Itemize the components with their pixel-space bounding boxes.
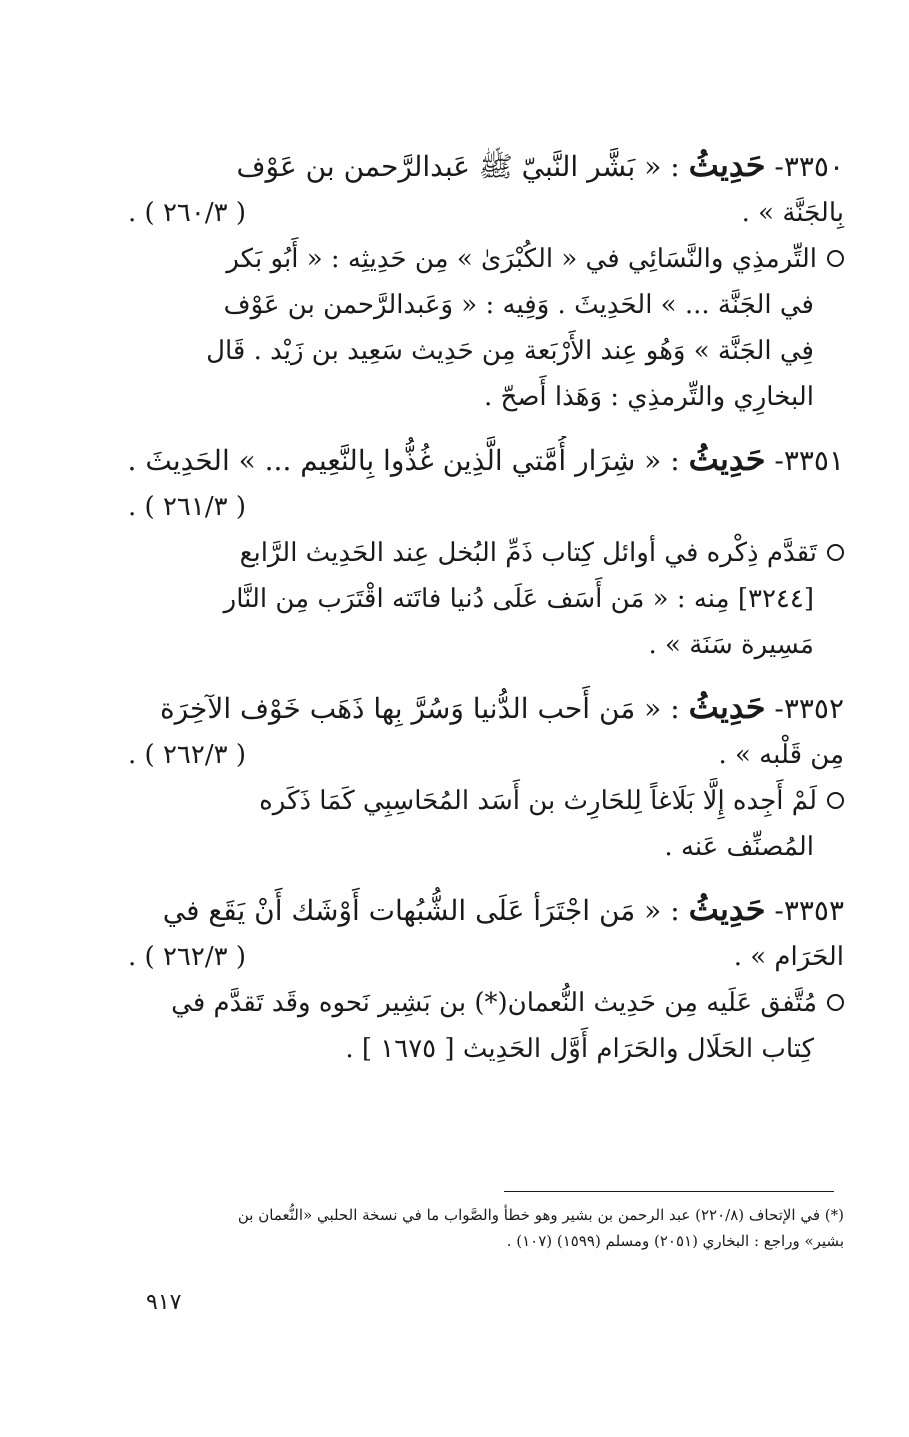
comment-line: [٣٢٤٤] مِنه : « مَن أَسَف عَلَى دُنيا فاتَته اقْتَرَب مِن النَّار <box>223 584 814 614</box>
entry-3351 <box>128 436 844 668</box>
entry-comment <box>128 236 844 420</box>
comment-line: تَقدَّم ذِكْره في أوائل كِتاب ذَمِّ البُخل عِند الحَدِيث الرَّابع <box>239 538 817 568</box>
entry-heading <box>128 684 844 732</box>
entry-3350 <box>128 142 844 420</box>
page-number: ٩١٧ <box>146 1290 182 1315</box>
entry-comment <box>128 778 844 870</box>
entry-reference: ( ٢٦١/٣ ) . <box>128 492 246 522</box>
entry-reference: ( ٢٦٢/٣ ) . <box>128 740 246 770</box>
entry-keyword: حَدِيثُ <box>688 890 766 928</box>
entry-comment <box>128 530 844 668</box>
comment-line: مَسِيرة سَنَة » . <box>648 630 814 660</box>
circle-bullet-icon <box>827 792 844 809</box>
entry-ref-line <box>128 190 844 236</box>
circle-bullet-icon <box>827 544 844 561</box>
entry-text: : « مَن أَحب الدُّنيا وَسُرَّ بِها ذَهَب خَوْف الآخِرَة <box>159 692 680 725</box>
entry-keyword: حَدِيثُ <box>688 440 766 478</box>
entry-number: ٣٣٥٠- <box>774 150 844 183</box>
circle-bullet-icon <box>827 994 844 1011</box>
entry-3353 <box>128 886 844 1072</box>
entry-reference: ( ٢٦٢/٣ ) . <box>128 942 246 972</box>
footnote-line: (*) في الإتحاف (٢٢٠/٨) عبد الرحمن بن بشير وهو خطأ والصَّواب ما في نسخة الحلبي «النُّعمان بن <box>237 1206 844 1224</box>
entry-ref-line <box>128 732 844 778</box>
comment-line: المُصنِّف عَنه . <box>664 832 814 862</box>
footnote-line: بشير» وراجع : البخاري (٢٠٥١) ومسلم (١٥٩٩) (١٠٧) . <box>506 1232 844 1250</box>
entry-text-continued: الحَرَام » . <box>733 942 844 972</box>
entry-number: ٣٣٥٣- <box>774 894 844 927</box>
entry-text-continued: بِالجَنَّة » . <box>741 198 844 228</box>
entry-keyword: حَدِيثُ <box>688 688 766 726</box>
entry-heading <box>128 436 844 484</box>
comment-line: لَمْ أَجِده إِلَّا بَلَاغاً لِلحَارِث بن أَسَد المُحَاسِبِي كَمَا ذَكَره <box>259 786 817 816</box>
entry-text: : « مَن اجْتَرَأ عَلَى الشُّبُهات أَوْشَك أَنْ يَقَع في <box>162 894 680 927</box>
entry-number: ٣٣٥٢- <box>774 692 844 725</box>
entry-text-continued: مِن قَلْبه » . <box>718 740 844 770</box>
entry-text: : « شِرَار أُمَّتي الَّذِين غُذُّوا بِالنَّعِيم ... » الحَدِيثَ . <box>128 444 680 477</box>
entry-3352 <box>128 684 844 870</box>
comment-line: التِّرمذِي والنَّسَائِي في « الكُبْرَىٰ » مِن حَدِيثِه : « أَبُو بَكر <box>226 244 817 274</box>
comment-line: فِي الجَنَّة » وَهُو عِند الأَرْبَعة مِن حَدِيث سَعِيد بن زَيْد . قَال <box>206 336 814 366</box>
entry-keyword: حَدِيثُ <box>688 146 766 184</box>
circle-bullet-icon <box>827 250 844 267</box>
entry-ref-line <box>128 484 844 530</box>
comment-line: البخارِي والتِّرمذِي : وَهَذا أَصحّ . <box>484 382 814 412</box>
comment-line: كِتاب الحَلَال والحَرَام أَوَّل الحَدِيث [ ١٦٧٥ ] . <box>345 1034 814 1064</box>
footnote <box>128 1202 844 1254</box>
entry-reference: ( ٢٦٠/٣ ) . <box>128 198 246 228</box>
entry-number: ٣٣٥١- <box>774 444 844 477</box>
entry-heading <box>128 142 844 190</box>
entry-text: : « بَشَّر النَّبيّ ﷺ عَبدالرَّحمن بن عَوْف <box>236 150 680 183</box>
entry-heading <box>128 886 844 934</box>
footnote-divider <box>504 1191 834 1192</box>
page-body <box>128 142 844 1088</box>
entry-comment <box>128 980 844 1072</box>
comment-line: في الجَنَّة ... » الحَدِيثَ . وَفِيه : « وَعَبدالرَّحمن بن عَوْف <box>223 290 814 320</box>
entry-ref-line <box>128 934 844 980</box>
comment-line: مُتَّفق عَلَيه مِن حَدِيث النُّعمان(*) بن بَشِير نَحوه وقَد تَقدَّم في <box>171 988 817 1018</box>
